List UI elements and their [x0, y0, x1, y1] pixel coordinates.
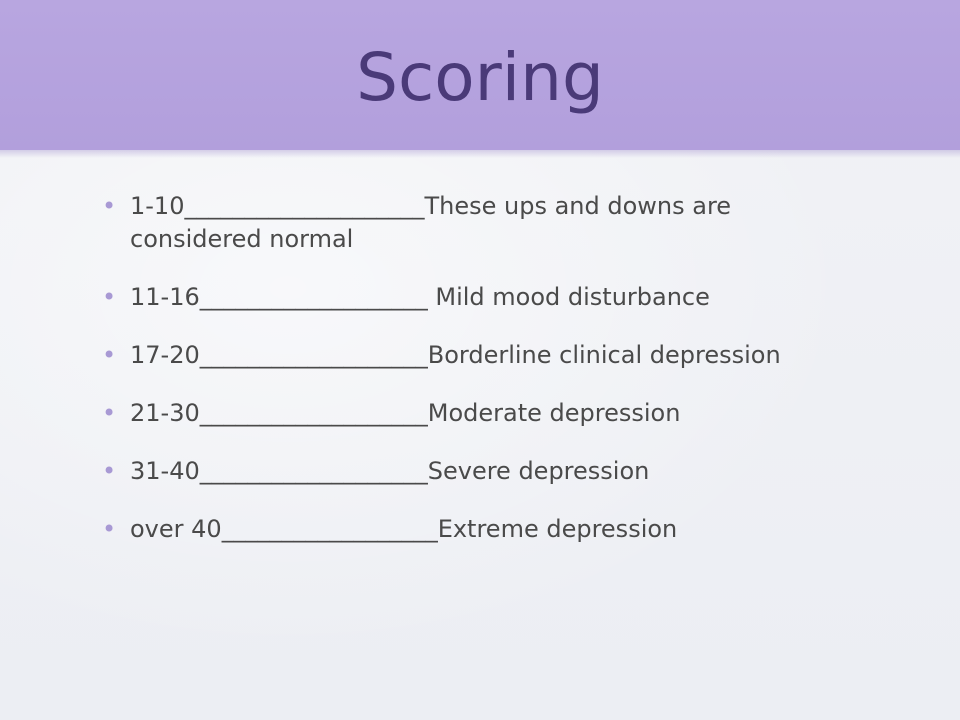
bullet-dot-icon: •: [102, 341, 117, 369]
bullet-item-score-11-16: [100, 281, 860, 314]
bullet-dot-icon: •: [102, 283, 117, 311]
bullet-text: over 40__________________Extreme depression: [130, 515, 678, 543]
bullet-item-score-17-20: [100, 339, 860, 372]
bullet-dot-icon: •: [102, 457, 117, 485]
bullet-text: 1-10____________________These ups and downs are considered normal: [130, 192, 732, 253]
bullet-item-score-over-40: [100, 513, 860, 546]
slide-title: Scoring: [356, 39, 604, 116]
bullet-text: 31-40___________________Severe depression: [130, 457, 650, 485]
bullet-text: 11-16___________________ Mild mood disturbance: [130, 283, 710, 311]
bullet-dot-icon: •: [102, 192, 117, 220]
bullet-item-score-1-10: [100, 190, 860, 256]
bullet-item-score-21-30: [100, 397, 860, 430]
bullet-list: [100, 190, 860, 571]
bullet-dot-icon: •: [102, 515, 117, 543]
bullet-text: 17-20___________________Borderline clinical depression: [130, 341, 781, 369]
bullet-item-score-31-40: [100, 455, 860, 488]
bullet-text: 21-30___________________Moderate depression: [130, 399, 681, 427]
bullet-dot-icon: •: [102, 399, 117, 427]
